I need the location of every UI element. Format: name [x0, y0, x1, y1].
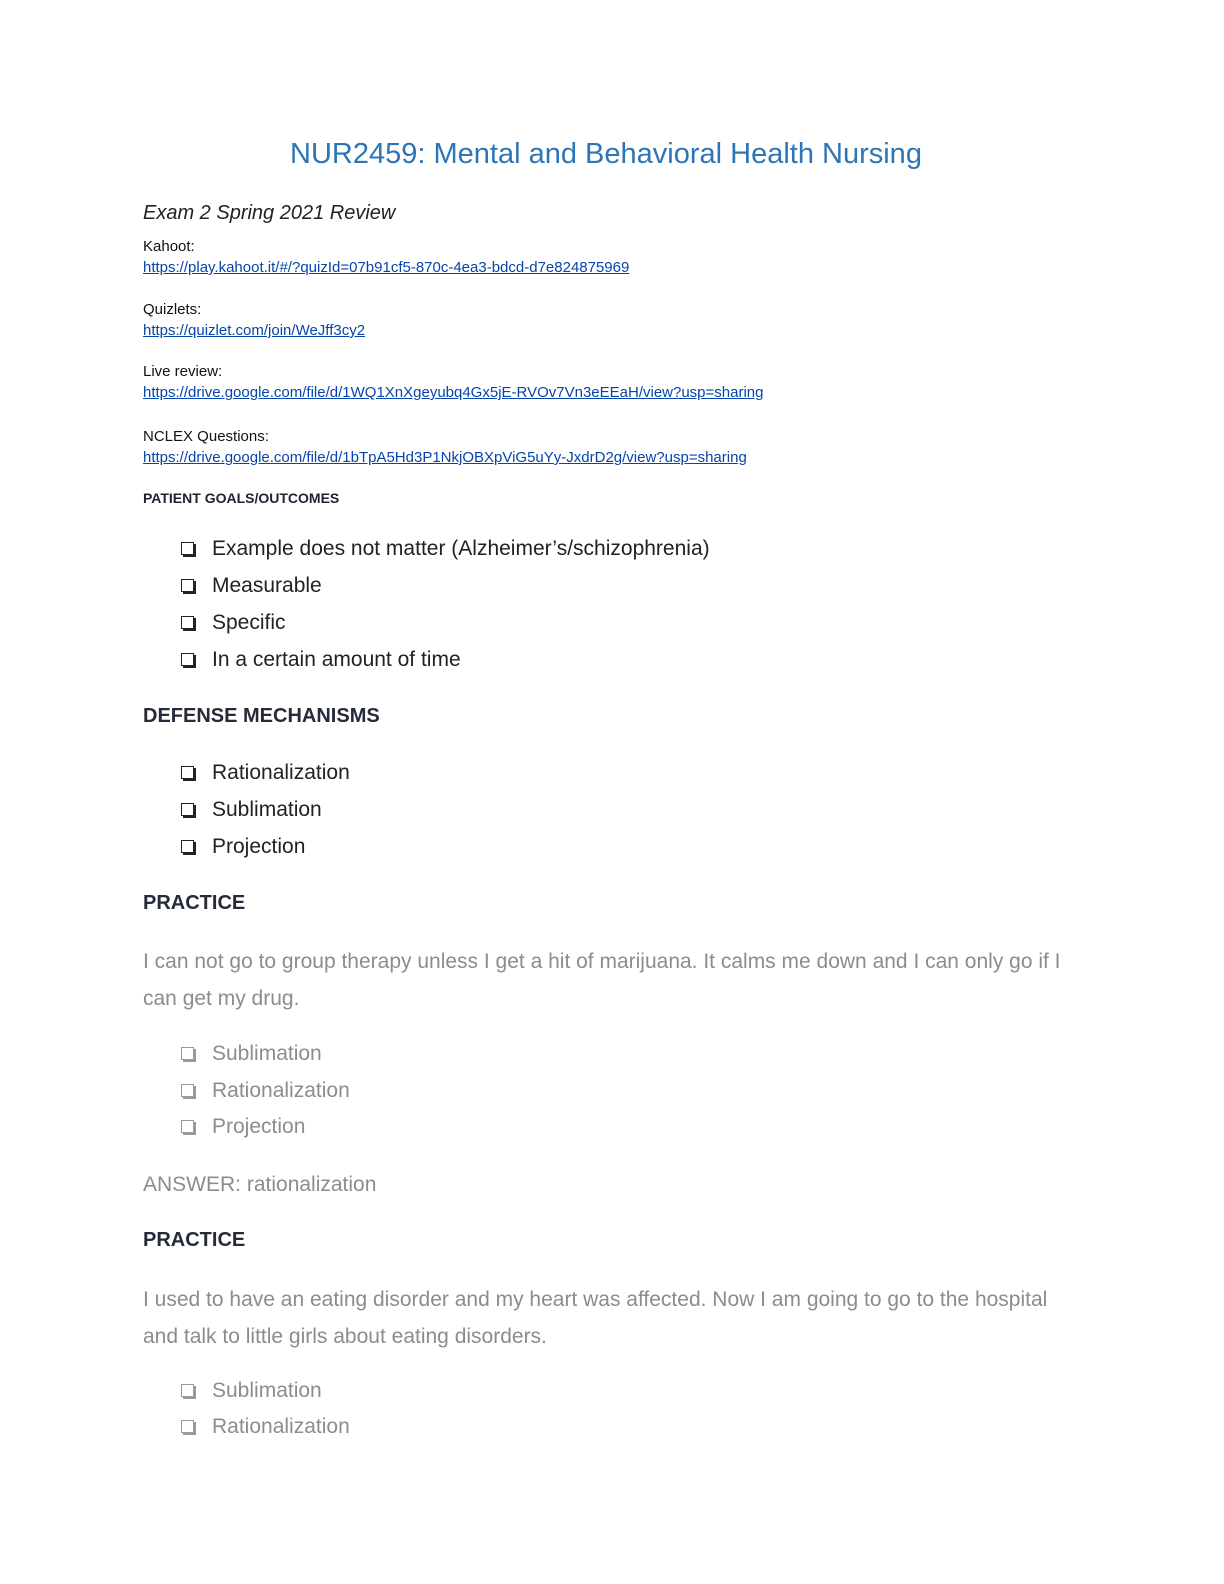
checkbox-bullet-icon	[181, 766, 194, 779]
document-title: NUR2459: Mental and Behavioral Health Nursing	[290, 138, 922, 170]
list-item: Specific	[181, 611, 286, 635]
practice1-heading: PRACTICE	[143, 892, 246, 914]
goals-heading: PATIENT GOALS/OUTCOMES	[143, 490, 340, 506]
list-item: In a certain amount of time	[181, 648, 461, 672]
practice2-question: I used to have an eating disorder and my heart was affected. Now I am going to go to the hospital and talk to little girls about eating disorders.	[143, 1288, 1048, 1348]
checkbox-bullet-icon	[181, 803, 194, 816]
checkbox-bullet-icon	[181, 1047, 194, 1060]
practice1-answer: ANSWER: rationalization	[143, 1173, 377, 1196]
list-item: Projection	[181, 1115, 305, 1139]
live-review-link[interactable]: https://drive.google.com/file/d/1WQ1XnXgeyubq4Gx5jE-RVOv7Vn3eEEaH/view?usp=sharing	[143, 384, 764, 401]
kahoot-link[interactable]: https://play.kahoot.it/#/?quizId=07b91cf5-870c-4ea3-bdcd-d7e824875969	[143, 259, 630, 276]
defense-heading: DEFENSE MECHANISMS	[143, 705, 380, 727]
list-item: Measurable	[181, 574, 322, 598]
quizlets-label: Quizlets:	[143, 301, 202, 318]
list-item: Projection	[181, 835, 305, 859]
practice1-question: I can not go to group therapy unless I get a hit of marijuana. It calms me down and I can only go if I can get my drug.	[143, 950, 1061, 1010]
checkbox-bullet-icon	[181, 616, 194, 629]
list-item: Sublimation	[181, 1379, 322, 1403]
checkbox-bullet-icon	[181, 579, 194, 592]
kahoot-label: Kahoot:	[143, 238, 195, 255]
live-review-label: Live review:	[143, 363, 223, 380]
checkbox-bullet-icon	[181, 542, 194, 555]
list-item: Rationalization	[181, 1415, 350, 1439]
nclex-label: NCLEX Questions:	[143, 428, 269, 445]
practice2-heading: PRACTICE	[143, 1229, 246, 1251]
checkbox-bullet-icon	[181, 840, 194, 853]
list-item: Rationalization	[181, 1079, 350, 1103]
list-item: Sublimation	[181, 1042, 322, 1066]
checkbox-bullet-icon	[181, 1420, 194, 1433]
checkbox-bullet-icon	[181, 1120, 194, 1133]
document-subtitle: Exam 2 Spring 2021 Review	[143, 202, 396, 224]
nclex-link[interactable]: https://drive.google.com/file/d/1bTpA5Hd3P1NkjOBXpViG5uYy-JxdrD2g/view?usp=sharing	[143, 449, 747, 466]
checkbox-bullet-icon	[181, 1084, 194, 1097]
list-item: Example does not matter (Alzheimer’s/schizophrenia)	[181, 537, 710, 561]
quizlets-link[interactable]: https://quizlet.com/join/WeJff3cy2	[143, 322, 366, 339]
checkbox-bullet-icon	[181, 653, 194, 666]
checkbox-bullet-icon	[181, 1384, 194, 1397]
list-item: Rationalization	[181, 761, 350, 785]
list-item: Sublimation	[181, 798, 322, 822]
